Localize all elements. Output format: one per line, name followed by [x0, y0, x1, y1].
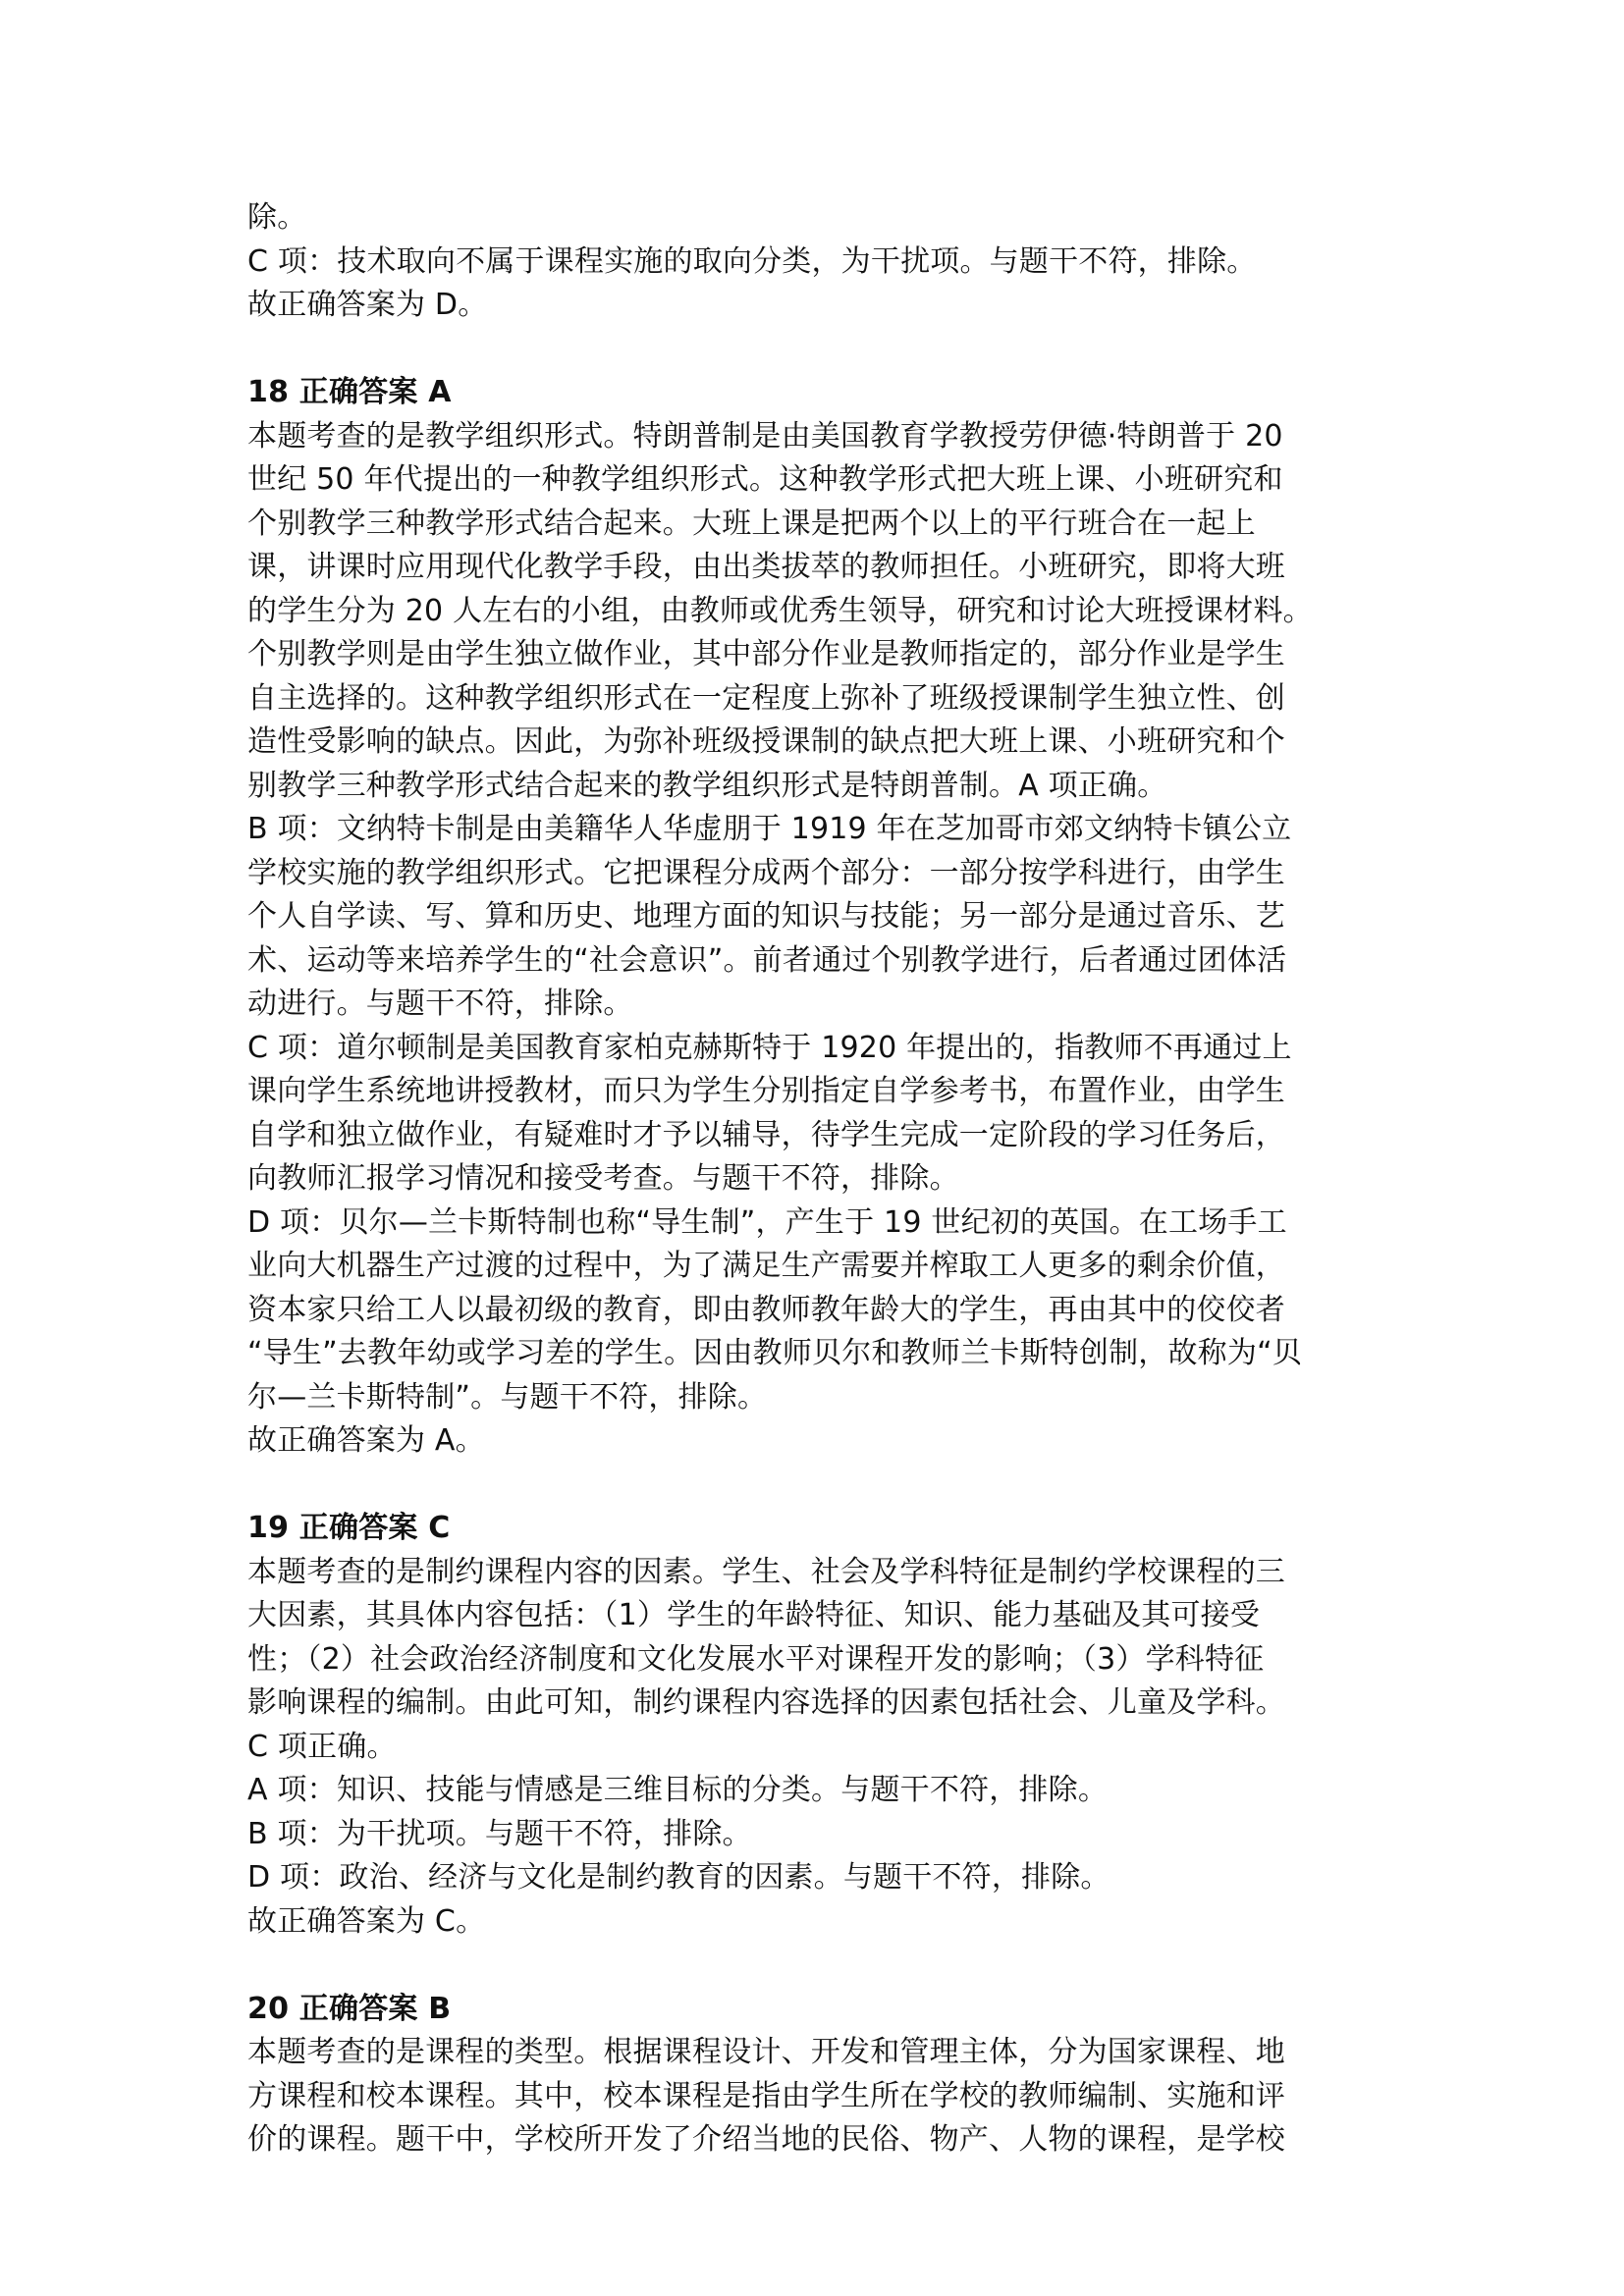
text-line: C 项：道尔顿制是美国教育家柏克赫斯特于 1920 年提出的，指教师不再通过上 [247, 1030, 1292, 1065]
answer-heading: 18 正确答案 A [247, 375, 452, 409]
text-line: B 项：文纳特卡制是由美籍华人华虚朋于 1919 年在芝加哥市郊文纳特卡镇公立 [247, 812, 1292, 846]
text-line: 影响课程的编制。由此可知，制约课程内容选择的因素包括社会、儿童及学科。 [247, 1685, 1285, 1720]
text-line: A 项：知识、技能与情感是三维目标的分类。与题干不符，排除。 [247, 1773, 1109, 1807]
text-line: 个别教学则是由学生独立做作业，其中部分作业是教师指定的，部分作业是学生 [247, 637, 1285, 671]
text-line: 自学和独立做作业，有疑难时才予以辅导，待学生完成一定阶段的学习任务后， [247, 1117, 1285, 1152]
text-line: 术、运动等来培养学生的“社会意识”。前者通过个别教学进行，后者通过团体活 [247, 942, 1287, 978]
text-line: 别教学三种教学形式结合起来的教学组织形式是特朗普制。A 项正确。 [247, 768, 1167, 803]
text-line: 价的课程。题干中，学校所开发了介绍当地的民俗、物产、人物的课程，是学校 [247, 2122, 1285, 2157]
text-line: 的学生分为 20 人左右的小组，由教师或优秀生领导，研究和讨论大班授课材料。 [247, 593, 1313, 628]
section-spacer [247, 328, 1396, 372]
text-line: D 项：贝尔—兰卡斯特制也称“导生制”，产生于 19 世纪初的英国。在工场手工 [247, 1204, 1287, 1240]
text-line: 故正确答案为 C。 [247, 1903, 486, 1939]
section-spacer [247, 1944, 1396, 1988]
answer-section-18 [247, 371, 1396, 1464]
text-line: 性；（2）社会政治经济制度和文化发展水平对课程开发的影响；（3）学科特征 [247, 1641, 1265, 1677]
text-line: C 项正确。 [247, 1729, 397, 1764]
text-line: 本题考查的是课程的类型。根据课程设计、开发和管理主体，分为国家课程、地 [247, 2035, 1285, 2069]
text-line: “导生”去教年幼或学习差的学生。因由教师贝尔和教师兰卡斯特创制，故称为“贝 [247, 1336, 1303, 1370]
text-line: 本题考查的是教学组织形式。特朗普制是由美国教育学教授劳伊德·特朗普于 20 [247, 418, 1283, 454]
text-line: 向教师汇报学习情况和接受考查。与题干不符，排除。 [247, 1161, 959, 1196]
text-line: C 项：技术取向不属于课程实施的取向分类，为干扰项。与题干不符，排除。 [247, 243, 1257, 279]
text-line: 造性受影响的缺点。因此，为弥补班级授课制的缺点把大班上课、小班研究和个 [247, 724, 1285, 759]
text-line: 世纪 50 年代提出的一种教学组织形式。这种教学形式把大班上课、小班研究和 [247, 462, 1283, 497]
text-line: 课向学生系统地讲授教材，而只为学生分别指定自学参考书，布置作业，由学生 [247, 1074, 1285, 1108]
answer-heading: 19 正确答案 C [247, 1511, 451, 1545]
answer-heading: 20 正确答案 B [247, 1991, 452, 2026]
text-line: 个别教学三种教学形式结合起来。大班上课是把两个以上的平行班合在一起上 [247, 506, 1256, 541]
text-line: 除。 [247, 200, 307, 235]
text-line: 大因素，其具体内容包括：（1）学生的年龄特征、知识、能力基础及其可接受 [247, 1598, 1261, 1632]
text-line: 个人自学读、写、算和历史、地理方面的知识与技能；另一部分是通过音乐、艺 [247, 899, 1285, 934]
text-line: 故正确答案为 D。 [247, 288, 488, 322]
text-line: 故正确答案为 A。 [247, 1423, 485, 1458]
text-line: 本题考查的是制约课程内容的因素。学生、社会及学科特征是制约学校课程的三 [247, 1554, 1285, 1589]
text-line: 方课程和校本课程。其中，校本课程是指由学生所在学校的教师编制、实施和评 [247, 2078, 1285, 2113]
text-line: 业向大机器生产过渡的过程中，为了满足生产需要并榨取工人更多的剩余价值， [247, 1249, 1285, 1283]
answer-section-19 [247, 1507, 1396, 1944]
text-line: 资本家只给工人以最初级的教育，即由教师教年龄大的学生，再由其中的佼佼者 [247, 1292, 1285, 1327]
section-spacer [247, 1464, 1396, 1508]
answer-section-20 [247, 1988, 1396, 2163]
text-line: 学校实施的教学组织形式。它把课程分成两个部分：一部分按学科进行，由学生 [247, 855, 1285, 890]
text-line: 课，讲课时应用现代化教学手段，由出类拔萃的教师担任。小班研究，即将大班 [247, 550, 1285, 584]
text-line: D 项：政治、经济与文化是制约教育的因素。与题干不符，排除。 [247, 1860, 1110, 1895]
text-line: B 项：为干扰项。与题干不符，排除。 [247, 1816, 752, 1851]
answer-section-tail [247, 196, 1396, 328]
document-page [247, 196, 1396, 2163]
text-line: 动进行。与题干不符，排除。 [247, 987, 633, 1021]
text-line: 尔—兰卡斯特制”。与题干不符，排除。 [247, 1379, 768, 1415]
text-line: 自主选择的。这种教学组织形式在一定程度上弥补了班级授课制学生独立性、创 [247, 680, 1285, 716]
